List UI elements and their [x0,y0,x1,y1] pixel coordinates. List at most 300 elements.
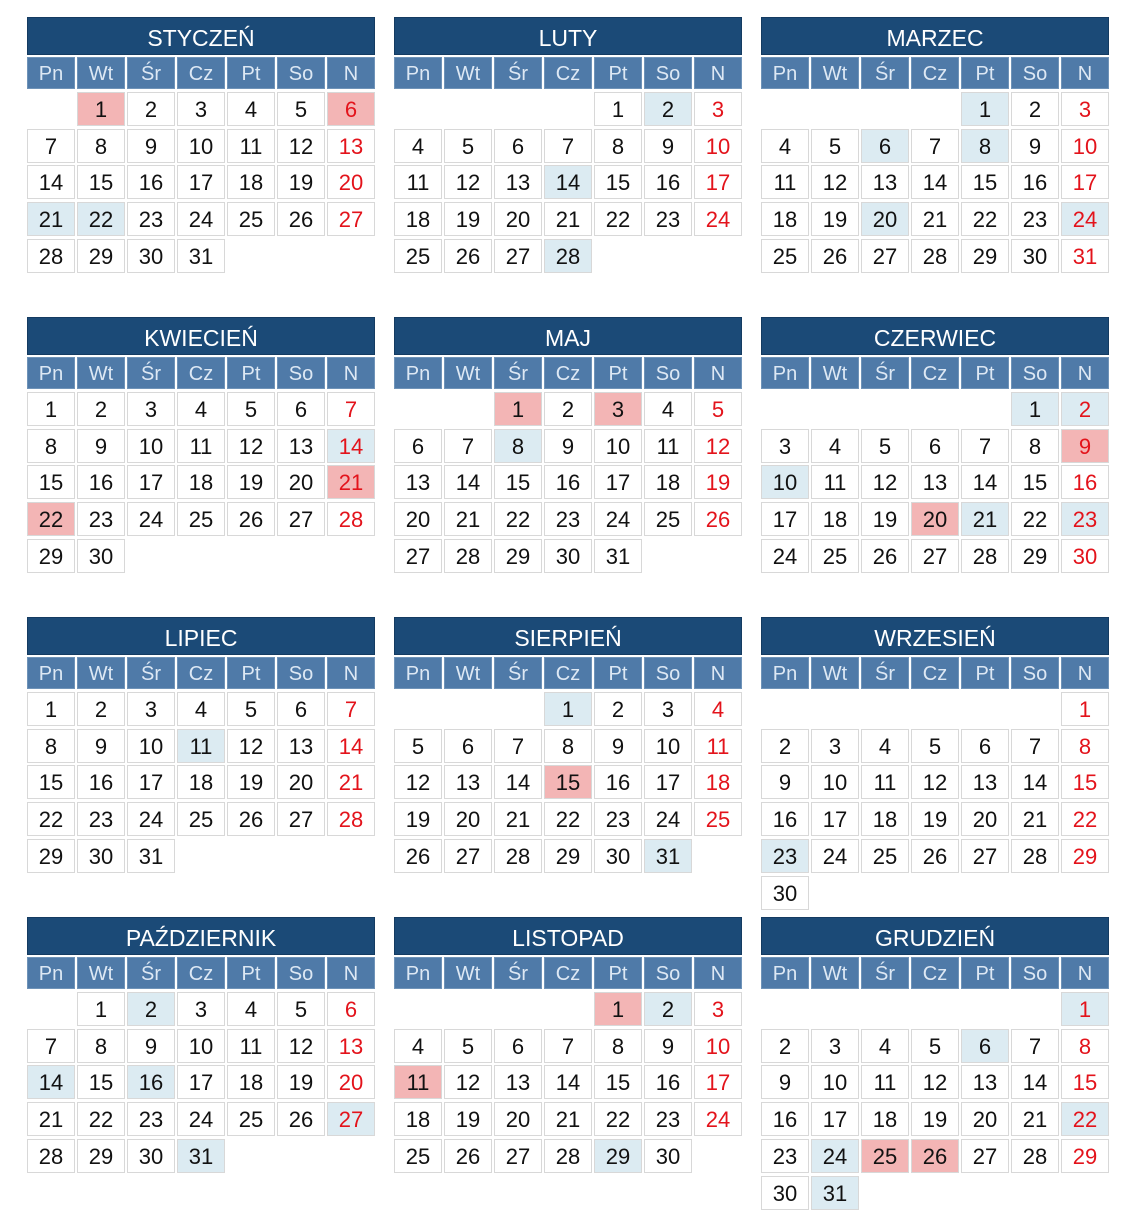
day-cell[interactable]: 28 [1011,839,1059,873]
day-cell[interactable]: 31 [1061,239,1109,273]
day-cell[interactable]: 2 [127,992,175,1026]
day-cell[interactable]: 4 [394,129,442,163]
day-cell[interactable]: 2 [644,92,692,126]
day-cell[interactable]: 16 [644,1065,692,1099]
day-cell[interactable]: 5 [811,129,859,163]
day-cell[interactable]: 12 [811,165,859,199]
day-cell[interactable]: 31 [644,839,692,873]
day-cell[interactable]: 13 [961,1065,1009,1099]
day-cell[interactable]: 27 [861,239,909,273]
day-cell[interactable]: 19 [227,765,275,799]
day-cell[interactable]: 3 [127,692,175,726]
day-cell[interactable]: 26 [277,202,325,236]
day-cell[interactable]: 10 [811,765,859,799]
day-cell[interactable]: 1 [1011,392,1059,426]
day-cell[interactable]: 30 [594,839,642,873]
day-cell[interactable]: 6 [961,1029,1009,1063]
day-cell[interactable]: 12 [394,765,442,799]
day-cell[interactable]: 24 [644,802,692,836]
day-cell[interactable]: 28 [27,1139,75,1173]
day-cell[interactable]: 23 [644,202,692,236]
day-cell[interactable]: 12 [444,165,492,199]
day-cell[interactable]: 22 [594,202,642,236]
day-cell[interactable]: 21 [27,1102,75,1136]
day-cell[interactable]: 7 [961,429,1009,463]
day-cell[interactable]: 23 [1061,502,1109,536]
day-cell[interactable]: 22 [1011,502,1059,536]
day-cell[interactable]: 2 [761,1029,809,1063]
day-cell[interactable]: 7 [327,692,375,726]
day-cell[interactable]: 1 [494,392,542,426]
day-cell[interactable]: 14 [1011,765,1059,799]
day-cell[interactable]: 9 [1011,129,1059,163]
day-cell[interactable]: 22 [77,202,125,236]
day-cell[interactable]: 6 [961,729,1009,763]
day-cell[interactable]: 31 [594,539,642,573]
day-cell[interactable]: 22 [27,802,75,836]
day-cell[interactable]: 4 [177,692,225,726]
day-cell[interactable]: 4 [177,392,225,426]
day-cell[interactable]: 25 [394,1139,442,1173]
day-cell[interactable]: 17 [761,502,809,536]
day-cell[interactable]: 21 [1011,802,1059,836]
day-cell[interactable]: 7 [327,392,375,426]
day-cell[interactable]: 8 [961,129,1009,163]
day-cell[interactable]: 6 [394,429,442,463]
day-cell[interactable]: 3 [644,692,692,726]
day-cell[interactable]: 5 [444,129,492,163]
day-cell[interactable]: 24 [594,502,642,536]
day-cell[interactable]: 24 [811,1139,859,1173]
day-cell[interactable]: 25 [811,539,859,573]
day-cell[interactable]: 15 [594,165,642,199]
day-cell[interactable]: 18 [177,465,225,499]
day-cell[interactable]: 23 [644,1102,692,1136]
day-cell[interactable]: 23 [761,1139,809,1173]
day-cell[interactable]: 15 [961,165,1009,199]
day-cell[interactable]: 15 [77,1065,125,1099]
day-cell[interactable]: 11 [811,465,859,499]
day-cell[interactable]: 21 [327,765,375,799]
day-cell[interactable]: 23 [1011,202,1059,236]
day-cell[interactable]: 9 [77,729,125,763]
day-cell[interactable]: 15 [494,465,542,499]
day-cell[interactable]: 26 [277,1102,325,1136]
day-cell[interactable]: 4 [694,692,742,726]
day-cell[interactable]: 14 [1011,1065,1059,1099]
day-cell[interactable]: 13 [961,765,1009,799]
day-cell[interactable]: 10 [127,729,175,763]
day-cell[interactable]: 4 [644,392,692,426]
day-cell[interactable]: 5 [227,692,275,726]
day-cell[interactable]: 20 [861,202,909,236]
day-cell[interactable]: 7 [911,129,959,163]
day-cell[interactable]: 17 [177,1065,225,1099]
day-cell[interactable]: 22 [961,202,1009,236]
day-cell[interactable]: 17 [644,765,692,799]
day-cell[interactable]: 9 [77,429,125,463]
day-cell[interactable]: 22 [594,1102,642,1136]
day-cell[interactable]: 5 [911,1029,959,1063]
day-cell[interactable]: 16 [594,765,642,799]
day-cell[interactable]: 5 [444,1029,492,1063]
day-cell[interactable]: 7 [444,429,492,463]
day-cell[interactable]: 15 [594,1065,642,1099]
day-cell[interactable]: 12 [911,1065,959,1099]
day-cell[interactable]: 20 [961,1102,1009,1136]
day-cell[interactable]: 24 [761,539,809,573]
day-cell[interactable]: 26 [444,1139,492,1173]
day-cell[interactable]: 22 [1061,1102,1109,1136]
day-cell[interactable]: 20 [494,202,542,236]
day-cell[interactable]: 13 [494,165,542,199]
day-cell[interactable]: 28 [327,802,375,836]
day-cell[interactable]: 19 [277,165,325,199]
day-cell[interactable]: 5 [911,729,959,763]
day-cell[interactable]: 15 [1011,465,1059,499]
day-cell[interactable]: 26 [911,1139,959,1173]
day-cell[interactable]: 2 [594,692,642,726]
day-cell[interactable]: 1 [77,992,125,1026]
day-cell[interactable]: 21 [444,502,492,536]
day-cell[interactable]: 14 [444,465,492,499]
day-cell[interactable]: 19 [277,1065,325,1099]
day-cell[interactable]: 17 [127,765,175,799]
day-cell[interactable]: 10 [594,429,642,463]
day-cell[interactable]: 6 [327,992,375,1026]
day-cell[interactable]: 6 [861,129,909,163]
day-cell[interactable]: 14 [544,165,592,199]
day-cell[interactable]: 15 [27,465,75,499]
day-cell[interactable]: 1 [544,692,592,726]
day-cell[interactable]: 8 [494,429,542,463]
day-cell[interactable]: 27 [277,802,325,836]
day-cell[interactable]: 15 [1061,765,1109,799]
day-cell[interactable]: 19 [694,465,742,499]
day-cell[interactable]: 27 [961,1139,1009,1173]
day-cell[interactable]: 13 [494,1065,542,1099]
day-cell[interactable]: 12 [694,429,742,463]
day-cell[interactable]: 22 [77,1102,125,1136]
day-cell[interactable]: 12 [277,129,325,163]
day-cell[interactable]: 7 [494,729,542,763]
day-cell[interactable]: 19 [861,502,909,536]
day-cell[interactable]: 8 [1061,729,1109,763]
day-cell[interactable]: 30 [1011,239,1059,273]
day-cell[interactable]: 10 [811,1065,859,1099]
day-cell[interactable]: 11 [861,1065,909,1099]
day-cell[interactable]: 21 [1011,1102,1059,1136]
day-cell[interactable]: 13 [327,1029,375,1063]
day-cell[interactable]: 13 [861,165,909,199]
day-cell[interactable]: 8 [27,729,75,763]
day-cell[interactable]: 16 [77,465,125,499]
day-cell[interactable]: 1 [1061,692,1109,726]
day-cell[interactable]: 30 [77,539,125,573]
day-cell[interactable]: 13 [277,429,325,463]
day-cell[interactable]: 23 [77,802,125,836]
day-cell[interactable]: 3 [694,992,742,1026]
day-cell[interactable]: 29 [961,239,1009,273]
day-cell[interactable]: 8 [1011,429,1059,463]
day-cell[interactable]: 27 [277,502,325,536]
day-cell[interactable]: 5 [861,429,909,463]
day-cell[interactable]: 21 [911,202,959,236]
day-cell[interactable]: 7 [544,129,592,163]
day-cell[interactable]: 29 [1061,1139,1109,1173]
day-cell[interactable]: 23 [761,839,809,873]
day-cell[interactable]: 7 [27,129,75,163]
day-cell[interactable]: 31 [811,1176,859,1210]
day-cell[interactable]: 26 [811,239,859,273]
day-cell[interactable]: 26 [227,802,275,836]
day-cell[interactable]: 14 [327,429,375,463]
day-cell[interactable]: 22 [544,802,592,836]
day-cell[interactable]: 1 [594,92,642,126]
day-cell[interactable]: 14 [544,1065,592,1099]
day-cell[interactable]: 21 [544,202,592,236]
day-cell[interactable]: 15 [544,765,592,799]
day-cell[interactable]: 18 [394,1102,442,1136]
day-cell[interactable]: 11 [644,429,692,463]
day-cell[interactable]: 26 [444,239,492,273]
day-cell[interactable]: 24 [811,839,859,873]
day-cell[interactable]: 3 [1061,92,1109,126]
day-cell[interactable]: 24 [177,1102,225,1136]
day-cell[interactable]: 17 [594,465,642,499]
day-cell[interactable]: 26 [911,839,959,873]
day-cell[interactable]: 21 [494,802,542,836]
day-cell[interactable]: 20 [327,165,375,199]
day-cell[interactable]: 16 [644,165,692,199]
day-cell[interactable]: 13 [444,765,492,799]
day-cell[interactable]: 25 [761,239,809,273]
day-cell[interactable]: 3 [811,729,859,763]
day-cell[interactable]: 2 [127,92,175,126]
day-cell[interactable]: 17 [177,165,225,199]
day-cell[interactable]: 11 [761,165,809,199]
day-cell[interactable]: 9 [761,1065,809,1099]
day-cell[interactable]: 6 [494,129,542,163]
day-cell[interactable]: 5 [394,729,442,763]
day-cell[interactable]: 14 [27,165,75,199]
day-cell[interactable]: 10 [1061,129,1109,163]
day-cell[interactable]: 29 [594,1139,642,1173]
day-cell[interactable]: 8 [594,1029,642,1063]
day-cell[interactable]: 31 [177,1139,225,1173]
day-cell[interactable]: 15 [77,165,125,199]
day-cell[interactable]: 12 [861,465,909,499]
day-cell[interactable]: 1 [594,992,642,1026]
day-cell[interactable]: 26 [394,839,442,873]
day-cell[interactable]: 20 [911,502,959,536]
day-cell[interactable]: 5 [277,992,325,1026]
day-cell[interactable]: 18 [177,765,225,799]
day-cell[interactable]: 21 [544,1102,592,1136]
day-cell[interactable]: 3 [811,1029,859,1063]
day-cell[interactable]: 18 [811,502,859,536]
day-cell[interactable]: 8 [27,429,75,463]
day-cell[interactable]: 7 [1011,729,1059,763]
day-cell[interactable]: 29 [77,1139,125,1173]
day-cell[interactable]: 27 [961,839,1009,873]
day-cell[interactable]: 25 [394,239,442,273]
day-cell[interactable]: 10 [694,129,742,163]
day-cell[interactable]: 18 [394,202,442,236]
day-cell[interactable]: 20 [494,1102,542,1136]
day-cell[interactable]: 14 [961,465,1009,499]
day-cell[interactable]: 8 [1061,1029,1109,1063]
day-cell[interactable]: 17 [694,1065,742,1099]
day-cell[interactable]: 2 [644,992,692,1026]
day-cell[interactable]: 31 [177,239,225,273]
day-cell[interactable]: 22 [494,502,542,536]
day-cell[interactable]: 13 [394,465,442,499]
day-cell[interactable]: 11 [394,165,442,199]
day-cell[interactable]: 19 [394,802,442,836]
day-cell[interactable]: 5 [277,92,325,126]
day-cell[interactable]: 11 [694,729,742,763]
day-cell[interactable]: 5 [227,392,275,426]
day-cell[interactable]: 9 [1061,429,1109,463]
day-cell[interactable]: 13 [327,129,375,163]
day-cell[interactable]: 18 [644,465,692,499]
day-cell[interactable]: 6 [327,92,375,126]
day-cell[interactable]: 9 [544,429,592,463]
day-cell[interactable]: 17 [127,465,175,499]
day-cell[interactable]: 19 [811,202,859,236]
day-cell[interactable]: 30 [127,1139,175,1173]
day-cell[interactable]: 24 [694,1102,742,1136]
day-cell[interactable]: 26 [861,539,909,573]
day-cell[interactable]: 10 [694,1029,742,1063]
day-cell[interactable]: 21 [27,202,75,236]
day-cell[interactable]: 25 [694,802,742,836]
day-cell[interactable]: 28 [1011,1139,1059,1173]
day-cell[interactable]: 11 [177,429,225,463]
day-cell[interactable]: 20 [394,502,442,536]
day-cell[interactable]: 28 [444,539,492,573]
day-cell[interactable]: 19 [444,1102,492,1136]
day-cell[interactable]: 3 [761,429,809,463]
day-cell[interactable]: 1 [1061,992,1109,1026]
day-cell[interactable]: 27 [394,539,442,573]
day-cell[interactable]: 6 [444,729,492,763]
day-cell[interactable]: 8 [544,729,592,763]
day-cell[interactable]: 24 [177,202,225,236]
day-cell[interactable]: 25 [177,802,225,836]
day-cell[interactable]: 11 [861,765,909,799]
day-cell[interactable]: 16 [77,765,125,799]
day-cell[interactable]: 28 [544,1139,592,1173]
day-cell[interactable]: 25 [861,1139,909,1173]
day-cell[interactable]: 29 [544,839,592,873]
day-cell[interactable]: 12 [911,765,959,799]
day-cell[interactable]: 11 [227,1029,275,1063]
day-cell[interactable]: 20 [444,802,492,836]
day-cell[interactable]: 24 [127,502,175,536]
day-cell[interactable]: 23 [594,802,642,836]
day-cell[interactable]: 6 [277,692,325,726]
day-cell[interactable]: 24 [127,802,175,836]
day-cell[interactable]: 2 [544,392,592,426]
day-cell[interactable]: 2 [1011,92,1059,126]
day-cell[interactable]: 18 [227,1065,275,1099]
day-cell[interactable]: 28 [27,239,75,273]
day-cell[interactable]: 11 [227,129,275,163]
day-cell[interactable]: 24 [1061,202,1109,236]
day-cell[interactable]: 17 [1061,165,1109,199]
day-cell[interactable]: 14 [494,765,542,799]
day-cell[interactable]: 30 [544,539,592,573]
day-cell[interactable]: 30 [127,239,175,273]
day-cell[interactable]: 29 [494,539,542,573]
day-cell[interactable]: 20 [327,1065,375,1099]
day-cell[interactable]: 18 [761,202,809,236]
day-cell[interactable]: 25 [227,1102,275,1136]
day-cell[interactable]: 11 [177,729,225,763]
day-cell[interactable]: 7 [1011,1029,1059,1063]
day-cell[interactable]: 23 [77,502,125,536]
day-cell[interactable]: 18 [861,802,909,836]
day-cell[interactable]: 2 [761,729,809,763]
day-cell[interactable]: 5 [694,392,742,426]
day-cell[interactable]: 29 [77,239,125,273]
day-cell[interactable]: 17 [811,802,859,836]
day-cell[interactable]: 4 [227,92,275,126]
day-cell[interactable]: 2 [77,692,125,726]
day-cell[interactable]: 3 [177,992,225,1026]
day-cell[interactable]: 4 [861,729,909,763]
day-cell[interactable]: 23 [127,1102,175,1136]
day-cell[interactable]: 29 [1011,539,1059,573]
day-cell[interactable]: 4 [861,1029,909,1063]
day-cell[interactable]: 28 [544,239,592,273]
day-cell[interactable]: 25 [177,502,225,536]
day-cell[interactable]: 4 [227,992,275,1026]
day-cell[interactable]: 25 [861,839,909,873]
day-cell[interactable]: 16 [127,1065,175,1099]
day-cell[interactable]: 6 [494,1029,542,1063]
day-cell[interactable]: 11 [394,1065,442,1099]
day-cell[interactable]: 9 [644,1029,692,1063]
day-cell[interactable]: 22 [27,502,75,536]
day-cell[interactable]: 26 [694,502,742,536]
day-cell[interactable]: 21 [327,465,375,499]
day-cell[interactable]: 8 [77,129,125,163]
day-cell[interactable]: 14 [327,729,375,763]
day-cell[interactable]: 4 [394,1029,442,1063]
day-cell[interactable]: 12 [227,729,275,763]
day-cell[interactable]: 16 [761,802,809,836]
day-cell[interactable]: 25 [227,202,275,236]
day-cell[interactable]: 8 [77,1029,125,1063]
day-cell[interactable]: 30 [644,1139,692,1173]
day-cell[interactable]: 17 [811,1102,859,1136]
day-cell[interactable]: 17 [694,165,742,199]
day-cell[interactable]: 28 [911,239,959,273]
day-cell[interactable]: 30 [77,839,125,873]
day-cell[interactable]: 27 [327,202,375,236]
day-cell[interactable]: 9 [594,729,642,763]
day-cell[interactable]: 30 [761,1176,809,1210]
day-cell[interactable]: 19 [911,802,959,836]
day-cell[interactable]: 24 [694,202,742,236]
day-cell[interactable]: 23 [127,202,175,236]
day-cell[interactable]: 29 [27,539,75,573]
day-cell[interactable]: 29 [1061,839,1109,873]
day-cell[interactable]: 3 [177,92,225,126]
